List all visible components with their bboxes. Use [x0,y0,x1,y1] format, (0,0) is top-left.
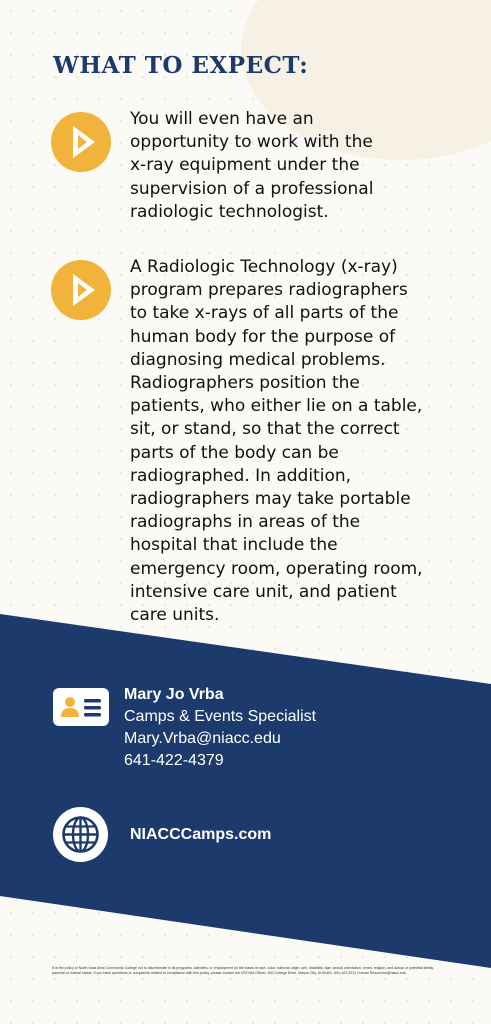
page-heading: WHAT TO EXPECT: [53,52,309,79]
contact-title: Camps & Events Specialist [124,708,317,725]
expect-item-text: A Radiologic Technology (x-ray) program prepares radiographers to take x-rays of all parts of the human body for the purpose of diagnosing medical problems. Radiographers position the patients, who either lie on a table, sit, or stand, so that the correct parts of the body can be radiographed. In addition, radiographers may take portable radiographs in areas of the hospital that include the emergency room, operating room, intensive care unit, and patient care units. [130,257,423,626]
contact-card-icon [53,688,109,726]
contact-phone[interactable]: 641-422-4379 [124,752,224,769]
play-icon [51,112,111,172]
play-icon [51,260,111,320]
expect-item-text: You will even have an opportunity to work with the x-ray equipment under the supervision of a professional radiologic technologist. [130,109,374,222]
contact-email[interactable]: Mary.Vrba@niacc.edu [124,730,281,747]
contact-name: Mary Jo Vrba [124,686,224,703]
nondiscrimination-disclaimer: It is the policy of North Iowa Area Community College not to discriminate in its programs, activities, or employment on the basis of race, color, national origin, sex, disability, age, sexual orientation, creed, religion, and actual or potential family, parental or marital status. If you have questions or complaints related to compliance with this policy, please contact the EEO/AA Officer, 500 College Drive, Mason City, IA 50401, 641-422-4211 Human Resources@niacc.edu. [52,966,434,975]
website-link[interactable]: NIACCCamps.com [130,826,272,843]
globe-icon [53,807,108,862]
contact-details [124,684,404,772]
